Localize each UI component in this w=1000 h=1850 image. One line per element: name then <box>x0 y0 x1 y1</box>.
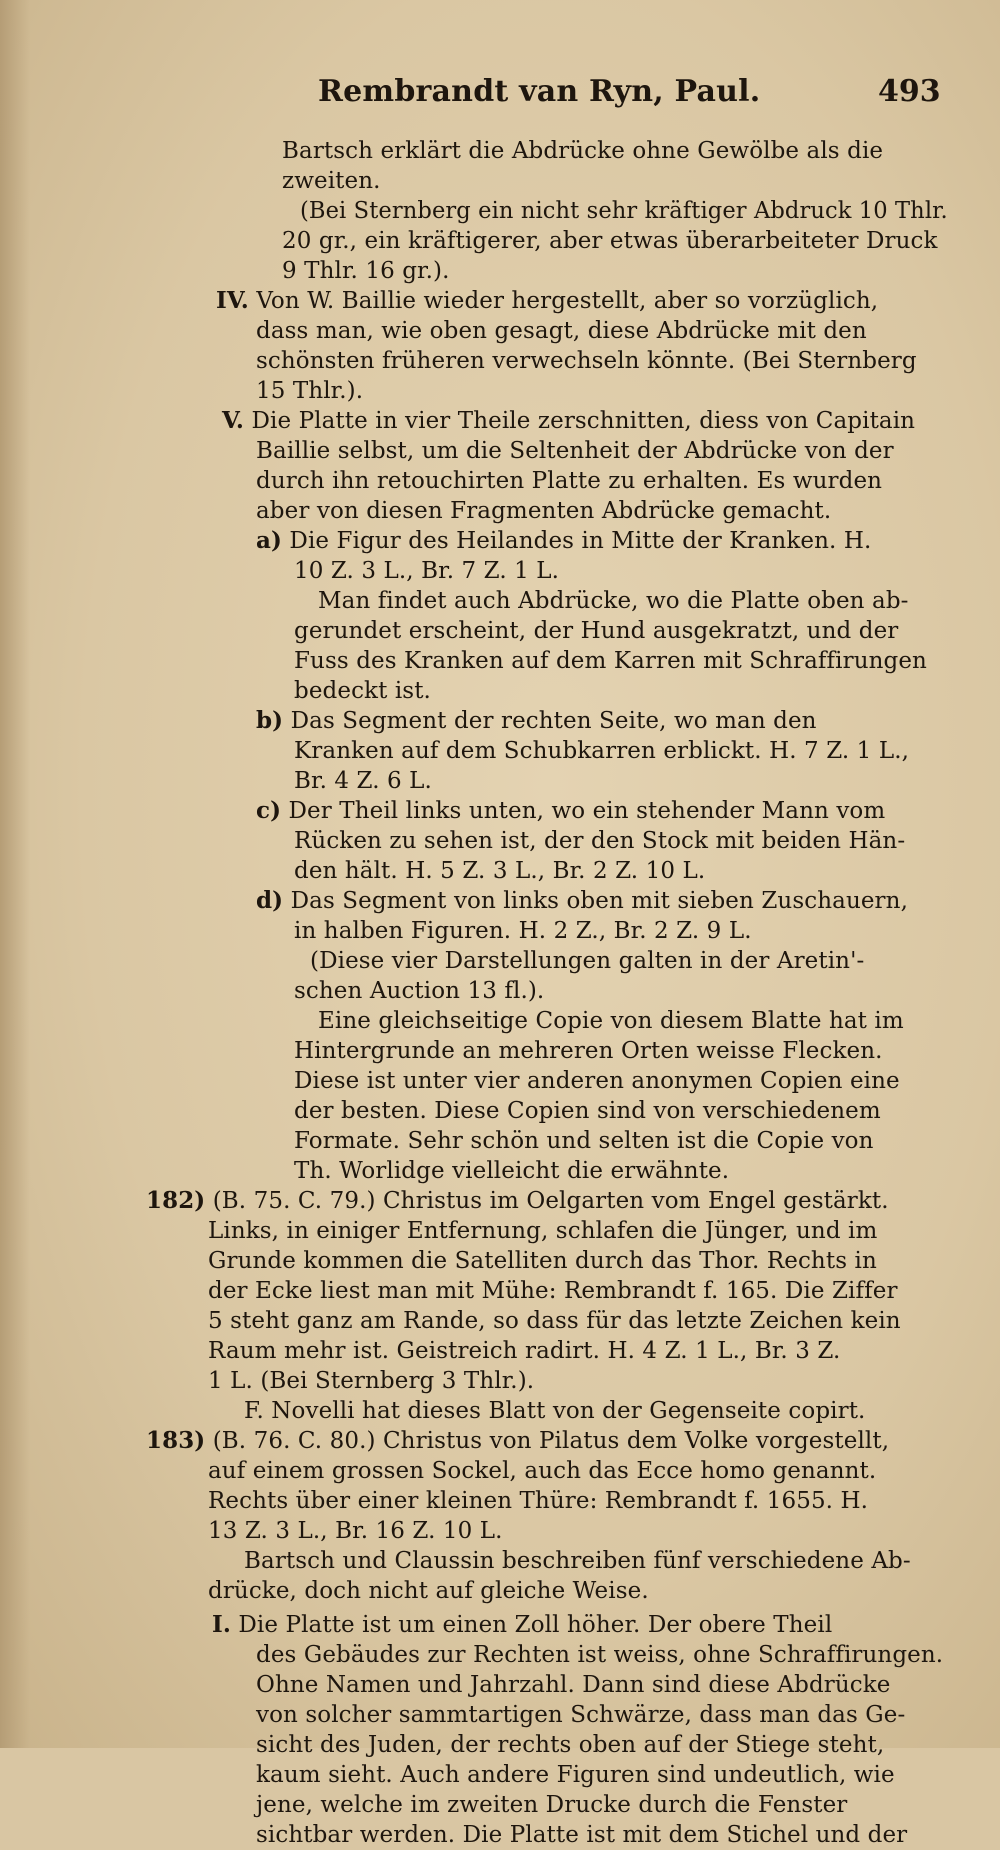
line-text: Die Platte ist um einen Zoll höher. Der obere Theil <box>238 1612 833 1638</box>
line-text: Der Theil links unten, wo ein stehender Mann vom <box>288 798 886 824</box>
line-text: bedeckt ist. <box>294 678 431 704</box>
line-text: sicht des Juden, der rechts oben auf der Stiege steht, <box>256 1732 885 1758</box>
text-line <box>294 856 705 886</box>
line-text: Baillie selbst, um die Seltenheit der Abdrücke von der <box>256 438 894 464</box>
line-text: dass man, wie oben gesagt, diese Abdrücke mit den <box>256 318 867 344</box>
text-line <box>294 1036 883 1066</box>
text-line <box>216 286 878 316</box>
line-text: sichtbar werden. Die Platte ist mit dem Stichel und der <box>256 1822 908 1848</box>
running-title: Rembrandt van Ryn, Paul. <box>318 74 761 109</box>
text-line <box>208 1246 877 1276</box>
text-line <box>256 1820 907 1850</box>
text-line <box>256 466 882 496</box>
line-text: 10 Z. 3 L., Br. 7 Z. 1 L. <box>294 558 560 584</box>
line-text: Links, in einiger Entfernung, schlafen die Jünger, und im <box>208 1218 878 1244</box>
text-line <box>256 886 908 916</box>
text-line <box>282 166 381 196</box>
text-line <box>208 1276 898 1306</box>
line-text: durch ihn retouchirten Platte zu erhalten. Es wurden <box>256 468 883 494</box>
item-label: I. <box>212 1611 231 1638</box>
line-text: der Ecke liest man mit Mühe: Rembrandt f. 165. Die Ziffer <box>208 1278 898 1304</box>
line-text: Br. 4 Z. 6 L. <box>294 768 432 794</box>
line-text: des Gebäudes zur Rechten ist weiss, ohne Schraffirungen. <box>256 1642 944 1668</box>
line-text: Th. Worlidge vielleicht die erwähnte. <box>294 1158 730 1184</box>
line-text: gerundet erscheint, der Hund ausgekratzt, und der <box>294 618 899 644</box>
text-line <box>256 1700 905 1730</box>
text-line <box>294 766 432 796</box>
text-line <box>208 1216 877 1246</box>
line-text: Von W. Baillie wieder hergestellt, aber so vorzüglich, <box>256 288 879 314</box>
line-text: Diese ist unter vier anderen anonymen Copien eine <box>294 1068 900 1094</box>
text-line <box>208 1336 840 1366</box>
text-line <box>318 586 909 616</box>
line-text: Bartsch und Claussin beschreiben fünf verschiedene Ab- <box>244 1548 911 1574</box>
line-text: (Diese vier Darstellungen galten in der Aretin'- <box>310 948 865 974</box>
text-line <box>256 796 885 826</box>
text-line <box>282 226 938 256</box>
line-text: in halben Figuren. H. 2 Z., Br. 2 Z. 9 L. <box>294 918 752 944</box>
text-line <box>256 496 831 526</box>
text-line <box>256 316 867 346</box>
text-line <box>294 676 431 706</box>
text-line <box>294 916 752 946</box>
text-line <box>208 1306 901 1336</box>
item-label: c) <box>256 797 282 824</box>
line-text: von solcher sammtartigen Schwärze, dass man das Ge- <box>256 1702 906 1728</box>
text-line <box>294 1126 874 1156</box>
line-text: kaum sieht. Auch andere Figuren sind undeutlich, wie <box>256 1762 895 1788</box>
line-text: Eine gleichseitige Copie von diesem Blatte hat im <box>318 1008 904 1034</box>
text-line <box>294 1156 729 1186</box>
text-line <box>146 1186 889 1216</box>
line-text: 15 Thlr.). <box>256 378 364 404</box>
page-header <box>0 74 1000 114</box>
text-line <box>222 406 915 436</box>
text-line <box>212 1610 832 1640</box>
text-line <box>294 826 905 856</box>
text-line <box>310 946 864 976</box>
line-text: 13 Z. 3 L., Br. 16 Z. 10 L. <box>208 1518 503 1544</box>
line-text: Raum mehr ist. Geistreich radirt. H. 4 Z. 1 L., Br. 3 Z. <box>208 1338 841 1364</box>
text-line <box>294 736 909 766</box>
line-text: (B. 76. C. 80.) Christus von Pilatus dem Volke vorgestellt, <box>212 1428 890 1454</box>
text-line <box>282 256 450 286</box>
line-text: aber von diesen Fragmenten Abdrücke gemacht. <box>256 498 832 524</box>
text-line <box>256 346 917 376</box>
page-number: 493 <box>878 74 941 109</box>
text-line <box>256 1790 847 1820</box>
line-text: Rücken zu sehen ist, der den Stock mit beiden Hän- <box>294 828 906 854</box>
line-text: Das Segment von links oben mit sieben Zuschauern, <box>290 888 908 914</box>
line-text: Die Platte in vier Theile zerschnitten, diess von Capitain <box>251 408 916 434</box>
item-label: 182) <box>146 1187 206 1214</box>
item-label: V. <box>222 407 245 434</box>
text-line <box>208 1456 876 1486</box>
text-line <box>294 556 559 586</box>
line-text: 9 Thlr. 16 gr.). <box>282 258 450 284</box>
item-label: a) <box>256 527 282 554</box>
line-text: (Bei Sternberg ein nicht sehr kräftiger Abdruck 10 Thlr. <box>300 198 948 224</box>
text-line <box>256 1670 891 1700</box>
text-line <box>244 1396 865 1426</box>
text-line <box>256 1730 884 1760</box>
item-label: IV. <box>216 287 249 314</box>
text-line <box>294 976 544 1006</box>
line-text: Ohne Namen und Jahrzahl. Dann sind diese Abdrücke <box>256 1672 891 1698</box>
line-text: Formate. Sehr schön und selten ist die Copie von <box>294 1128 874 1154</box>
text-line <box>318 1006 904 1036</box>
text-line <box>282 136 883 166</box>
text-line <box>256 526 871 556</box>
text-line <box>208 1516 503 1546</box>
item-label: d) <box>256 887 284 914</box>
text-line <box>256 1640 943 1670</box>
text-line <box>208 1576 649 1606</box>
text-line <box>300 196 948 226</box>
line-text: F. Novelli hat dieses Blatt von der Gegenseite copirt. <box>244 1398 866 1424</box>
line-text: Hintergrunde an mehreren Orten weisse Flecken. <box>294 1038 883 1064</box>
item-label: 183) <box>146 1427 206 1454</box>
line-text: Kranken auf dem Schubkarren erblickt. H. 7 Z. 1 L., <box>294 738 910 764</box>
line-text: den hält. H. 5 Z. 3 L., Br. 2 Z. 10 L. <box>294 858 706 884</box>
text-line <box>294 646 927 676</box>
line-text: (B. 75. C. 79.) Christus im Oelgarten vom Engel gestärkt. <box>212 1188 889 1214</box>
line-text: der besten. Diese Copien sind von verschiedenem <box>294 1098 881 1124</box>
line-text: Das Segment der rechten Seite, wo man den <box>290 708 817 734</box>
text-line <box>256 706 817 736</box>
text-line <box>256 376 363 406</box>
line-text: Die Figur des Heilandes in Mitte der Kranken. H. <box>289 528 872 554</box>
line-text: 20 gr., ein kräftigerer, aber etwas überarbeiteter Druck <box>282 228 938 254</box>
line-text: zweiten. <box>282 168 381 194</box>
text-line <box>208 1486 868 1516</box>
line-text: Man findet auch Abdrücke, wo die Platte oben ab- <box>318 588 909 614</box>
text-line <box>294 1066 900 1096</box>
text-line <box>208 1366 534 1396</box>
text-line <box>256 436 894 466</box>
line-text: auf einem grossen Sockel, auch das Ecce homo genannt. <box>208 1458 877 1484</box>
line-text: schen Auction 13 fl.). <box>294 978 545 1004</box>
text-line <box>294 616 898 646</box>
line-text: Fuss des Kranken auf dem Karren mit Schraffirungen <box>294 648 927 674</box>
line-text: schönsten früheren verwechseln könnte. (Bei Sternberg <box>256 348 917 374</box>
line-text: 5 steht ganz am Rande, so dass für das letzte Zeichen kein <box>208 1308 901 1334</box>
line-text: jene, welche im zweiten Drucke durch die Fenster <box>256 1792 848 1818</box>
line-text: 1 L. (Bei Sternberg 3 Thlr.). <box>208 1368 535 1394</box>
text-line <box>256 1760 895 1790</box>
text-line <box>146 1426 889 1456</box>
text-line <box>294 1096 881 1126</box>
line-text: Rechts über einer kleinen Thüre: Rembrandt f. 1655. H. <box>208 1488 869 1514</box>
item-label: b) <box>256 707 284 734</box>
text-line <box>244 1546 911 1576</box>
line-text: Grunde kommen die Satelliten durch das Thor. Rechts in <box>208 1248 877 1274</box>
line-text: drücke, doch nicht auf gleiche Weise. <box>208 1578 649 1604</box>
line-text: Bartsch erklärt die Abdrücke ohne Gewölbe als die <box>282 138 884 164</box>
